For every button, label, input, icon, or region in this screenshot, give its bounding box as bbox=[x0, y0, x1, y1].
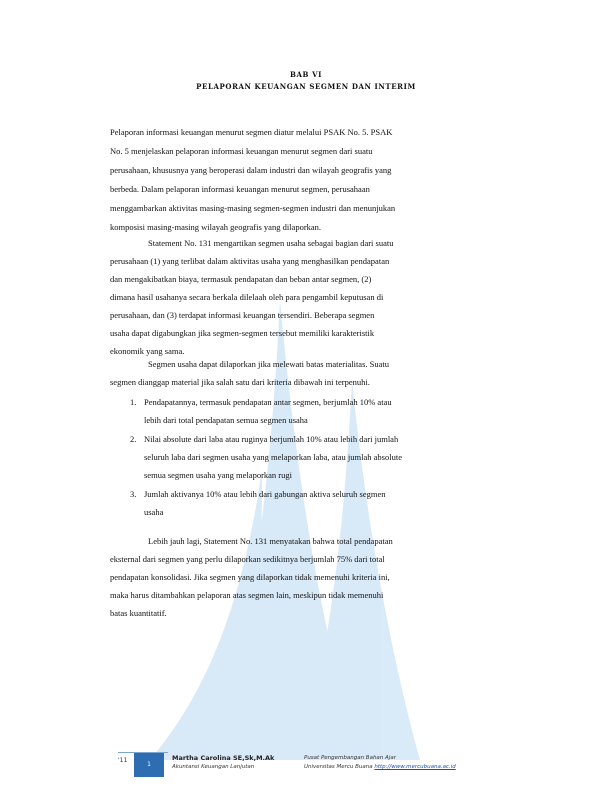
footer-website-link[interactable]: http://www.mercubuana.ac.id bbox=[374, 764, 456, 770]
list-item-line: Jumlah aktivanya 10% atau lebih dari gabungan aktiva seluruh segmen bbox=[144, 489, 386, 499]
text-line: maka harus ditambahkan pelaporan atas segmen lain, meskipun tidak memenuhi bbox=[110, 590, 384, 600]
text-line: komposisi masing-masing wilayah geografis yang dilaporkan. bbox=[110, 222, 322, 232]
list-item-number: 2. bbox=[130, 434, 137, 444]
text-line: Pelaporan informasi keuangan menurut segmen diatur melalui PSAK No. 5. PSAK bbox=[110, 127, 393, 137]
list-item-line: usaha bbox=[144, 507, 164, 517]
text-line: perusahaan, dan (3) terdapat informasi keuangan tersendiri. Beberapa segmen bbox=[110, 310, 375, 320]
text-line: batas kuantitatif. bbox=[110, 608, 167, 618]
footer-university bbox=[304, 764, 456, 770]
text-line: Lebih jauh lagi, Statement No. 131 menyatakan bahwa total pendapatan bbox=[148, 536, 393, 546]
text-line: Segmen usaha dapat dilaporkan jika melewati batas materialitas. Suatu bbox=[148, 359, 389, 369]
text-line: menggambarkan aktivitas masing-masing segmen-segmen industri dan menunjukan bbox=[110, 203, 396, 213]
text-line: perusahaan, khususnya yang beroperasi dalam industri dan wilayah geografis yang bbox=[110, 165, 392, 175]
text-line: berbeda. Dalam pelaporan informasi keuangan menurut segmen, perusahaan bbox=[110, 184, 370, 194]
footer-course: Akuntansi Keuangan Lanjutan bbox=[172, 764, 255, 770]
list-item-line: semua segmen usaha yang melaporkan rugi bbox=[144, 470, 292, 480]
text-line: dan mengakibatkan biaya, termasuk pendapatan dan beban antar segmen, (2) bbox=[110, 274, 372, 284]
footer-author: Martha Carolina SE,Sk,M.Ak bbox=[172, 754, 275, 762]
chapter-title: PELAPORAN KEUANGAN SEGMEN DAN INTERIM bbox=[196, 82, 416, 91]
text-line: usaha dapat digabungkan jika segmen-segmen tersebut memiliki karakteristik bbox=[110, 328, 375, 338]
chapter-number: BAB VI bbox=[289, 70, 322, 79]
list-item-number: 3. bbox=[130, 489, 137, 499]
text-line: eksternal dari segmen yang perlu dilaporkan sedikitnya berjumlah 75% dari total bbox=[110, 554, 385, 564]
list-item-line: Pendapatannya, termasuk pendapatan antar segmen, berjumlah 10% atau bbox=[144, 397, 392, 407]
footer-university-name: Universitas Mercu Buana bbox=[304, 764, 373, 770]
list-item-line: seluruh laba dari segmen usaha yang melaporkan laba, atau jumlah absolute bbox=[144, 452, 402, 462]
text-line: pendapatan konsolidasi. Jika segmen yang dilaporkan tidak memenuhi kriteria ini, bbox=[110, 572, 390, 582]
text-line: dimana hasil usahanya secara berkala dilelaah oleh para pengambil keputusan di bbox=[110, 292, 384, 302]
text-line: perusahaan (1) yang terlibat dalam aktivitas usaha yang menghasilkan pendapatan bbox=[110, 256, 390, 266]
footer-center: Pusat Pengembangan Bahan Ajar bbox=[304, 755, 396, 761]
page-footer bbox=[0, 745, 612, 785]
list-item-line: Nilai absolute dari laba atau ruginya berjumlah 10% atau lebih dari jumlah bbox=[144, 434, 399, 444]
text-line: segmen dianggap material jika salah satu dari kriteria dibawah ini terpenuhi. bbox=[110, 377, 370, 387]
text-line: No. 5 menjelaskan pelaporan informasi keuangan menurut segmen dari suatu bbox=[110, 146, 373, 156]
list-item-number: 1. bbox=[130, 397, 137, 407]
footer-page-marker: '11 bbox=[118, 757, 128, 764]
text-line: ekonomik yang sama. bbox=[110, 346, 185, 356]
list-item-line: lebih dari total pendapatan semua segmen usaha bbox=[144, 415, 308, 425]
footer-page-number: 1 bbox=[134, 753, 164, 777]
text-line: Statement No. 131 mengartikan segmen usaha sebagai bagian dari suatu bbox=[148, 238, 394, 248]
